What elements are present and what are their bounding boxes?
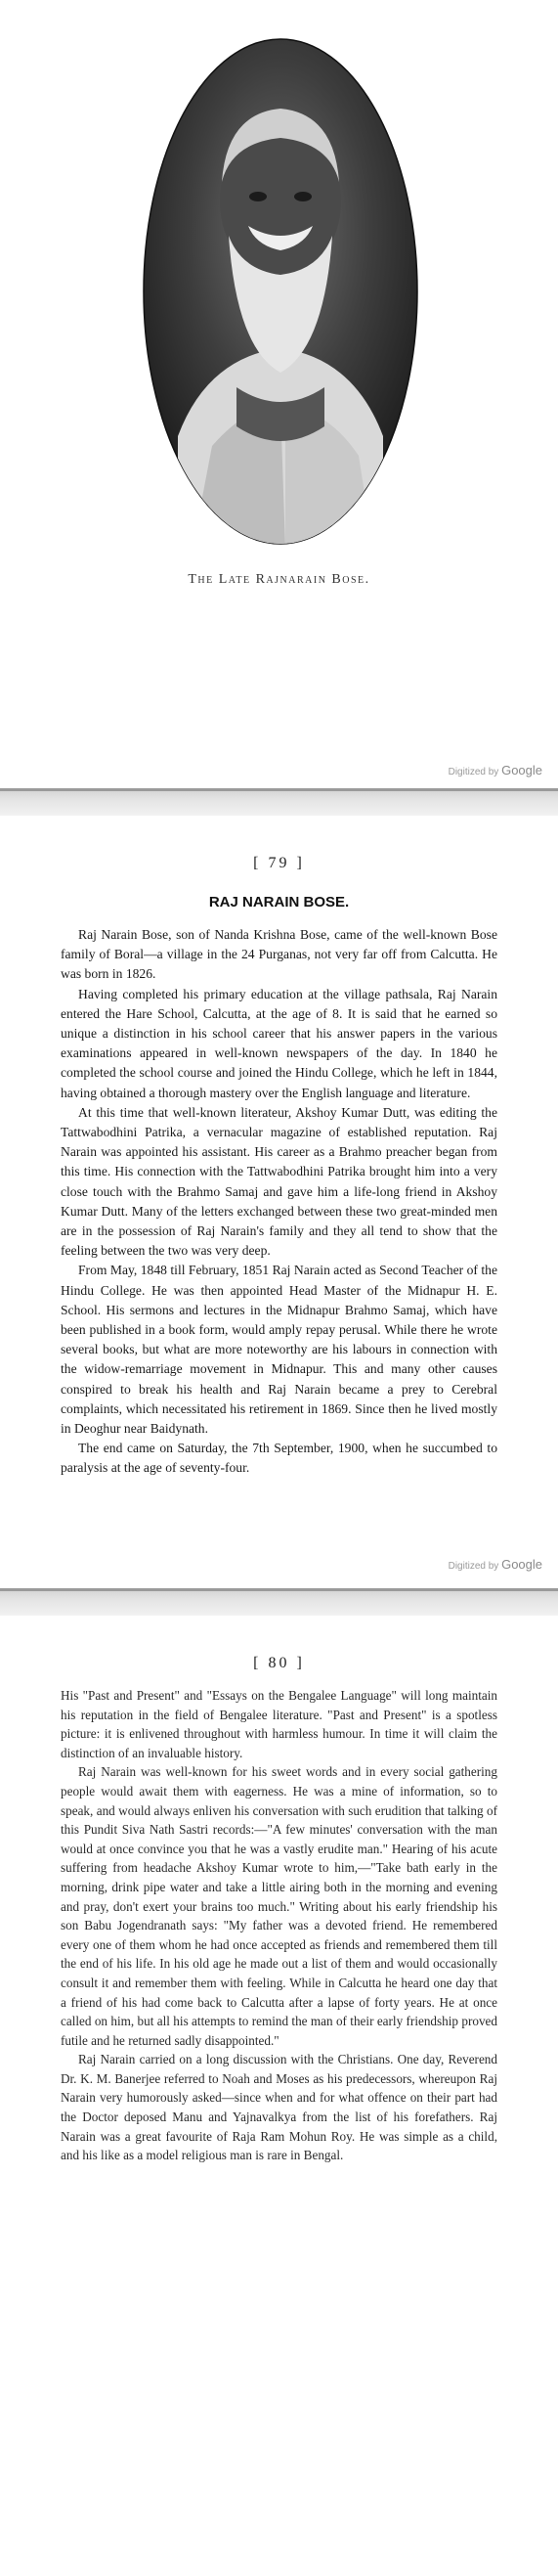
paragraph: His "Past and Present" and "Essays on the Bengalee Language" will long maintain his reputation in the field of Bengalee literature. "Past and Present" is a spotless picture: it is enlivened throughout with harmless humour. In time it will claim the distinction of an invaluable history. (61, 1688, 497, 1760)
portrait-caption: The Late Rajnarain Bose. (188, 572, 370, 587)
body-text (61, 1686, 497, 2165)
page-3 (0, 1616, 558, 2576)
paragraph: The end came on Saturday, the 7th September, 1900, when he succumbed to paralysis at the age of seventy-four. (61, 1441, 497, 1476)
page-number: [ 80 ] (253, 1655, 305, 1671)
google-logo: Google (501, 763, 542, 777)
page-separator (0, 1588, 558, 1616)
paragraph: Raj Narain was well-known for his sweet words and in every social gathering people would await them with eagerness. He was a mine of information, so to speak, and would always enliven his conversation with such erudition that talking of this Pundit Siva Nath Sastri records:—"A few minutes' conversation with the man would at once convince you that he was a vastly erudite man." Hearing of his acute suffering from headache Akshoy Kumar wrote to him,—"Take bath early in the morning, drink pipe water and take a little airing both in the morning and evening and pray, don't exert your brains too much." Writing about his early friendship his son Babu Jogendranath says: "My father was a devoted friend. He remembered every one of them whom he had once accepted as friends and remembered them till the end of his life. In his old age he made out a list of them and would occasionally consult it and remember them with feeling. While in Calcutta he heard one day that a friend of his had come back to Calcutta after a lapse of forty years. He at once called on him, but all his attempts to remind the man of their early friendship proved futile and he returned sadly disappointed." (61, 1764, 497, 2048)
paragraph: From May, 1848 till February, 1851 Raj Narain acted as Second Teacher of the Hindu College. He was then appointed Head Master of the Midnapur H. E. School. His sermons and lectures in the Midnapur Brahmo Samaj, which have been published in a book form, would amply repay perusal. While there he wrote several books, but what are more noteworthy are his labours in connection with the widow-remarriage movement in Midnapur. This and many other causes conspired to break his health and Raj Narain became a prey to Cerebral complaints, which necessitated his retirement in 1869. Since then he lived mostly in Deoghur near Baidynath. (61, 1263, 497, 1437)
page-1 (0, 0, 558, 788)
portrait-image (139, 35, 422, 549)
google-logo: Google (501, 1557, 542, 1572)
body-text (61, 925, 497, 1479)
page-2 (0, 816, 558, 1588)
page-separator (0, 788, 558, 816)
digitized-by-google: Digitized by Google (448, 763, 542, 777)
paragraph: Raj Narain Bose, son of Nanda Krishna Bose, came of the well-known Bose family of Boral—a village in the 24 Purganas, not very far off from Calcutta. He was born in 1826. (61, 927, 497, 982)
page-number: [ 79 ] (253, 855, 305, 871)
digitized-by-google: Digitized by Google (448, 1557, 542, 1572)
page-title: RAJ NARAIN BOSE. (208, 894, 350, 910)
paragraph: At this time that well-known literateur, Akshoy Kumar Dutt, was editing the Tattwabodhini Patrika, a vernacular magazine of established reputation. Raj Narain was appointed his assistant. His career as a Brahmo preacher began from this time. His connection with the Tattwabodhini Patrika brought him into a very close touch with the Brahmo Samaj and gave him a life-long friend in Akshoy Kumar Dutt. Many of the letters exchanged between these two great-minded men are in the possession of Raj Narain's family and they all tend to show that the feeling between the two was very deep. (61, 1104, 497, 1259)
paragraph: Having completed his primary education at the village pathsala, Raj Narain entered the Hare School, Calcutta, at the age of 8. It is said that he earned so unique a distinction in his school career that his answer papers in the various examinations appeared in well-known newspapers of the day. In 1840 he completed the school course and joined the Hindu College, which he left in 1844, having obtained a thorough mastery over the English language and literature. (61, 986, 497, 1100)
paragraph: Raj Narain carried on a long discussion with the Christians. One day, Reverend Dr. K. M. Banerjee referred to Noah and Moses as his predecessors, whereupon Raj Narain very humorously asked—since when and for what offence on their part had the Doctor deposed Manu and Yajnavalkya from the list of his forefathers. Raj Narain was a great favourite of Raja Ram Mohun Roy. He was simple as a child, and his like as a model religious man is rare in Bengal. (61, 2052, 497, 2163)
